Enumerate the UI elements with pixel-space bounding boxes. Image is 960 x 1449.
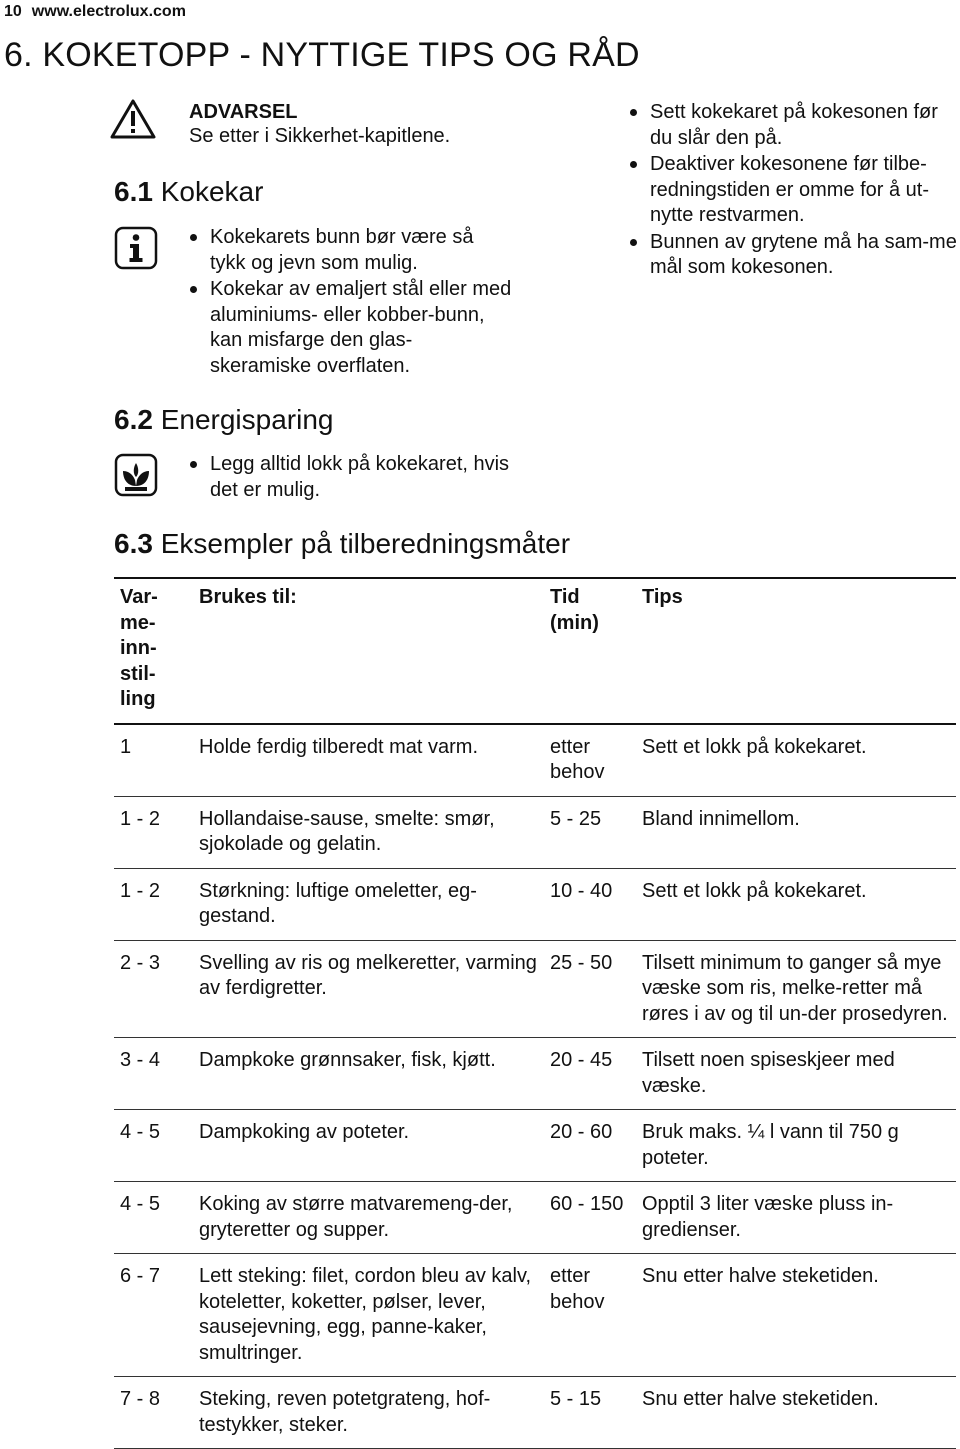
table-cell: Lett steking: filet, cordon bleu av kalv, koteletter, koketter, pølser, lever, sausejevning, egg, panne-kaker, smultringer. — [193, 1254, 544, 1377]
table-row — [114, 1182, 956, 1254]
warning-triangle-icon — [110, 98, 156, 140]
table-cell: 1 - 2 — [114, 796, 193, 868]
table-cell: Svelling av ris og melkeretter, varming av ferdigretter. — [193, 940, 544, 1038]
table-cell: Sett et lokk på kokekaret. — [636, 724, 956, 797]
section-title-eksempler — [114, 528, 570, 560]
warning-title: ADVARSEL — [189, 101, 298, 123]
section-number: 6.2 — [114, 404, 153, 435]
table-cell: 4 - 5 — [114, 1110, 193, 1182]
table-cell: 3 - 4 — [114, 1038, 193, 1110]
energy-saving-icon — [114, 453, 158, 497]
table-cell: 25 - 50 — [544, 940, 636, 1038]
list-energisparing — [188, 452, 518, 503]
section-number: 6.1 — [114, 176, 153, 207]
table-cell: Opptil 3 liter væske pluss in-gredienser. — [636, 1182, 956, 1254]
table-cell: 6 - 7 — [114, 1254, 193, 1377]
table-cell: 7 - 8 — [114, 1377, 193, 1449]
table-header-row — [114, 578, 956, 724]
cooking-table — [114, 577, 956, 1449]
site-url: www.electrolux.com — [31, 3, 186, 20]
list-item: Sett kokekaret på kokesonen før du slår den på. — [628, 100, 958, 151]
table-cell: 20 - 45 — [544, 1038, 636, 1110]
table-cell: Hollandaise-sause, smelte: smør, sjokolade og gelatin. — [193, 796, 544, 868]
table-row — [114, 1377, 956, 1449]
table-row — [114, 1254, 956, 1377]
table-cell: Koking av større matvaremeng-der, gryteretter og supper. — [193, 1182, 544, 1254]
table-cell: 5 - 15 — [544, 1377, 636, 1449]
table-cell: etter behov — [544, 1254, 636, 1377]
chapter-title: 6. KOKETOPP - NYTTIGE TIPS OG RÅD — [4, 36, 640, 74]
table-row — [114, 868, 956, 940]
table-cell: Tilsett noen spiseskjeer med væske. — [636, 1038, 956, 1110]
table-cell: Steking, reven potetgrateng, hof-testykker, steker. — [193, 1377, 544, 1449]
page-header — [4, 0, 186, 24]
warning-text: Se etter i Sikkerhet-kapitlene. — [189, 125, 451, 147]
table-row — [114, 1038, 956, 1110]
list-kokekar-right — [628, 100, 958, 281]
table-cell: Dampkoke grønnsaker, fisk, kjøtt. — [193, 1038, 544, 1110]
list-kokekar — [188, 225, 513, 379]
table-cell: Sett et lokk på kokekaret. — [636, 868, 956, 940]
table-cell: 5 - 25 — [544, 796, 636, 868]
table-cell: Snu etter halve steketiden. — [636, 1254, 956, 1377]
table-cell: 1 — [114, 724, 193, 797]
column-header-used-for: Brukes til: — [193, 578, 544, 724]
table-cell: etter behov — [544, 724, 636, 797]
page-number: 10 — [4, 3, 22, 20]
table-cell: 10 - 40 — [544, 868, 636, 940]
list-item: Bunnen av grytene må ha sam-me mål som kokesonen. — [628, 230, 958, 281]
table-row — [114, 1110, 956, 1182]
section-title-text: Energisparing — [160, 404, 334, 435]
column-header-setting: Var- me- inn- stil- ling — [114, 578, 193, 724]
section-title-kokekar — [114, 176, 263, 208]
section-title-text: Eksempler på tilberedningsmåter — [160, 528, 571, 559]
table-cell: Dampkoking av poteter. — [193, 1110, 544, 1182]
table-cell: Bland innimellom. — [636, 796, 956, 868]
info-icon — [114, 226, 158, 270]
table-cell: 2 - 3 — [114, 940, 193, 1038]
table-cell: 20 - 60 — [544, 1110, 636, 1182]
table-cell: 60 - 150 — [544, 1182, 636, 1254]
table-cell: Størkning: luftige omeletter, eg-gestand. — [193, 868, 544, 940]
table-row — [114, 724, 956, 797]
table-cell: Bruk maks. ¼ l vann til 750 g poteter. — [636, 1110, 956, 1182]
table-row — [114, 940, 956, 1038]
column-header-tips: Tips — [636, 578, 956, 724]
section-number: 6.3 — [114, 528, 153, 559]
table-cell: 4 - 5 — [114, 1182, 193, 1254]
table-row — [114, 796, 956, 868]
table-cell: Tilsett minimum to ganger så mye væske som ris, melke-retter må røres i av og til un-der prosedyren. — [636, 940, 956, 1038]
list-item: Legg alltid lokk på kokekaret, hvis det er mulig. — [188, 452, 518, 503]
list-item: Kokekarets bunn bør være så tykk og jevn som mulig. — [188, 225, 513, 276]
table-cell: Holde ferdig tilberedt mat varm. — [193, 724, 544, 797]
column-header-time: Tid (min) — [544, 578, 636, 724]
table-cell: Snu etter halve steketiden. — [636, 1377, 956, 1449]
section-title-text: Kokekar — [160, 176, 264, 207]
list-item: Deaktiver kokesonene før tilbe-redningstiden er omme for å ut-nytte restvarmen. — [628, 152, 958, 229]
table-cell: 1 - 2 — [114, 868, 193, 940]
list-item: Kokekar av emaljert stål eller med aluminiums- eller kobber-bunn, kan misfarge den glas-skeramiske overflaten. — [188, 277, 513, 379]
warning-box — [189, 100, 450, 148]
section-title-energisparing — [114, 404, 334, 436]
